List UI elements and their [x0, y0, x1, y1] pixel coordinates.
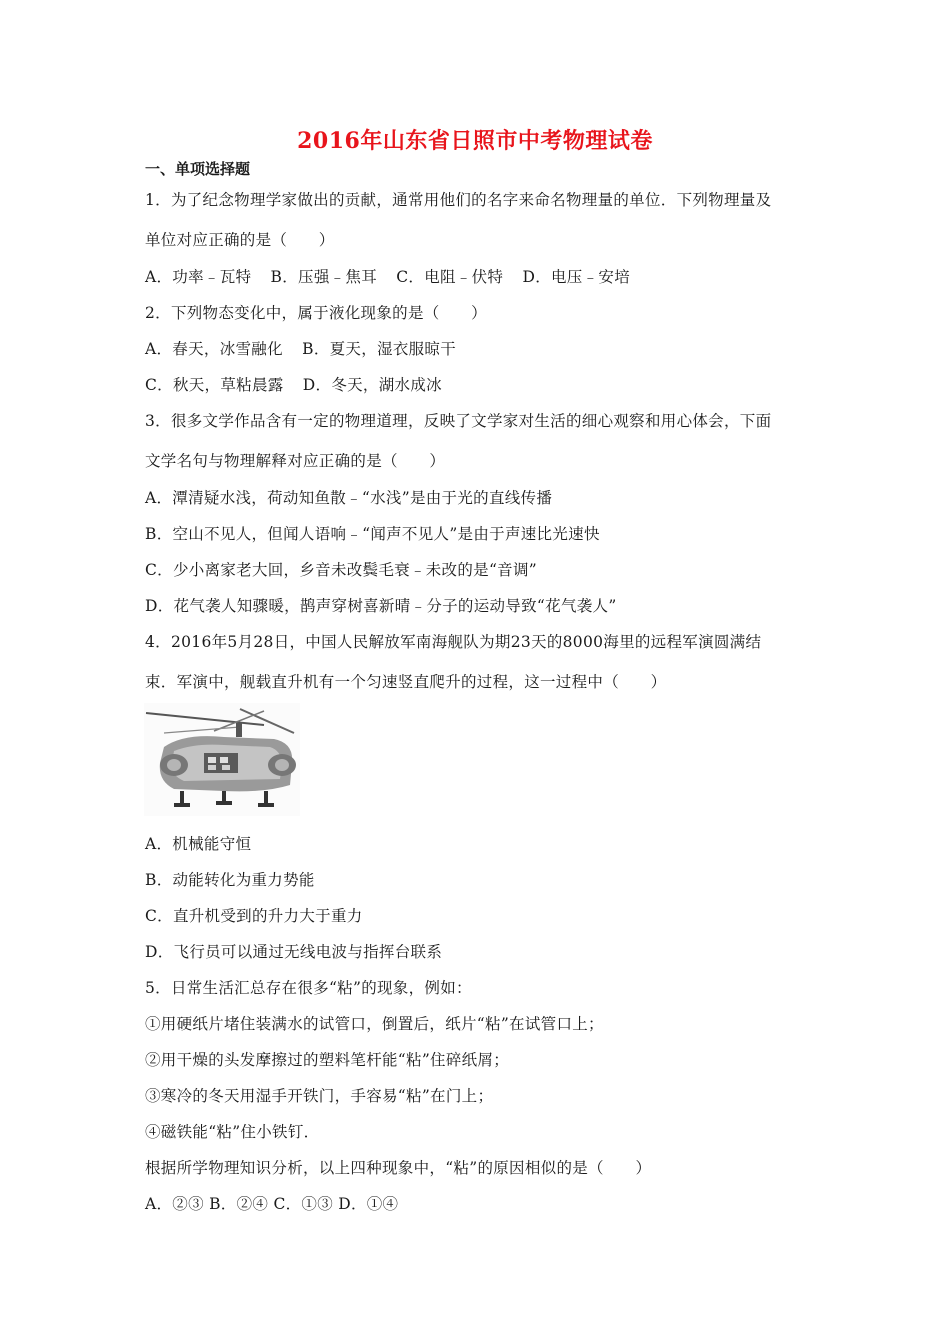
q3-stem-line2: 文学名句与物理解释对应正确的是（ ）: [145, 452, 446, 470]
q4-option-d: D．飞行员可以通过无线电波与指挥台联系: [145, 943, 443, 961]
q1-options: [145, 265, 644, 287]
q1-stem-line1: 1．为了纪念物理学家做出的贡献，通常用他们的名字来命名物理量的单位．下列物理量及: [145, 191, 772, 209]
q3-option-b: B．空山不见人，但闻人语响﹣“闻声不见人”是由于声速比光速快: [145, 525, 600, 543]
q1-option-b: B．压强﹣焦耳: [270, 268, 378, 286]
q2-stem: 2．下列物态变化中，属于液化现象的是（ ）: [145, 304, 487, 322]
q2-option-d: D．冬天，湖水成冰: [302, 376, 442, 394]
q5-item-2: ②用干燥的头发摩擦过的塑料笔杆能“粘”住碎纸屑；: [145, 1051, 510, 1069]
q3-option-d: D．花气袭人知骤暖，鹊声穿树喜新晴﹣分子的运动导致“花气袭人”: [145, 597, 617, 615]
q4-option-a: A．机械能守恒: [145, 835, 252, 853]
helicopter-icon: [144, 703, 300, 816]
q3-stem-line1: 3．很多文学作品含有一定的物理道理，反映了文学家对生活的细心观察和用心体会，下面: [145, 412, 772, 430]
q5-stem: 5．日常生活汇总存在很多“粘”的现象，例如：: [145, 979, 472, 997]
q1-option-a: A．功率﹣瓦特: [145, 268, 252, 286]
q5-item-3: ③寒冷的冬天用湿手开铁门，手容易“粘”在门上；: [145, 1087, 494, 1105]
q5-item-1: ①用硬纸片堵住装满水的试管口，倒置后，纸片“粘”在试管口上；: [145, 1015, 604, 1033]
q2-options-ab: [145, 337, 470, 359]
q2-option-c: C．秋天，草粘晨露: [145, 376, 284, 394]
q1-option-d: D．电压﹣安培: [522, 268, 630, 286]
q5-item-4: ④磁铁能“粘”住小铁钉．: [145, 1123, 320, 1141]
q5-question: 根据所学物理知识分析，以上四种现象中，“粘”的原因相似的是（ ）: [145, 1159, 652, 1177]
section-heading: 一、单项选择题: [145, 160, 251, 178]
q2-option-a: A．春天，冰雪融化: [145, 340, 283, 358]
q5-options: A．②③ B．②④ C．①③ D．①④: [145, 1195, 399, 1213]
q4-option-c: C．直升机受到的升力大于重力: [145, 907, 363, 925]
q3-option-c: C．少小离家老大回，乡音未改鬓毛衰﹣未改的是“音调”: [145, 561, 538, 579]
helicopter-figure: [144, 703, 300, 816]
q4-stem-line2: 束．军演中，舰载直升机有一个匀速竖直爬升的过程，这一过程中（ ）: [145, 673, 667, 691]
q1-stem-line2: 单位对应正确的是（ ）: [145, 231, 335, 249]
q3-option-a: A．潭清疑水浅，荷动知鱼散﹣“水浅”是由于光的直线传播: [145, 489, 553, 507]
q2-options-cd: [145, 373, 456, 395]
page-title: 2016年山东省日照市中考物理试卷: [297, 128, 653, 154]
q2-option-b: B．夏天，湿衣服晾干: [302, 340, 457, 358]
q4-option-b: B．动能转化为重力势能: [145, 871, 315, 889]
q1-option-c: C．电阻﹣伏特: [396, 268, 504, 286]
q4-stem-line1: 4．2016年5月28日，中国人民解放军南海舰队为期23天的8000海里的远程军演圆满结: [145, 633, 762, 651]
